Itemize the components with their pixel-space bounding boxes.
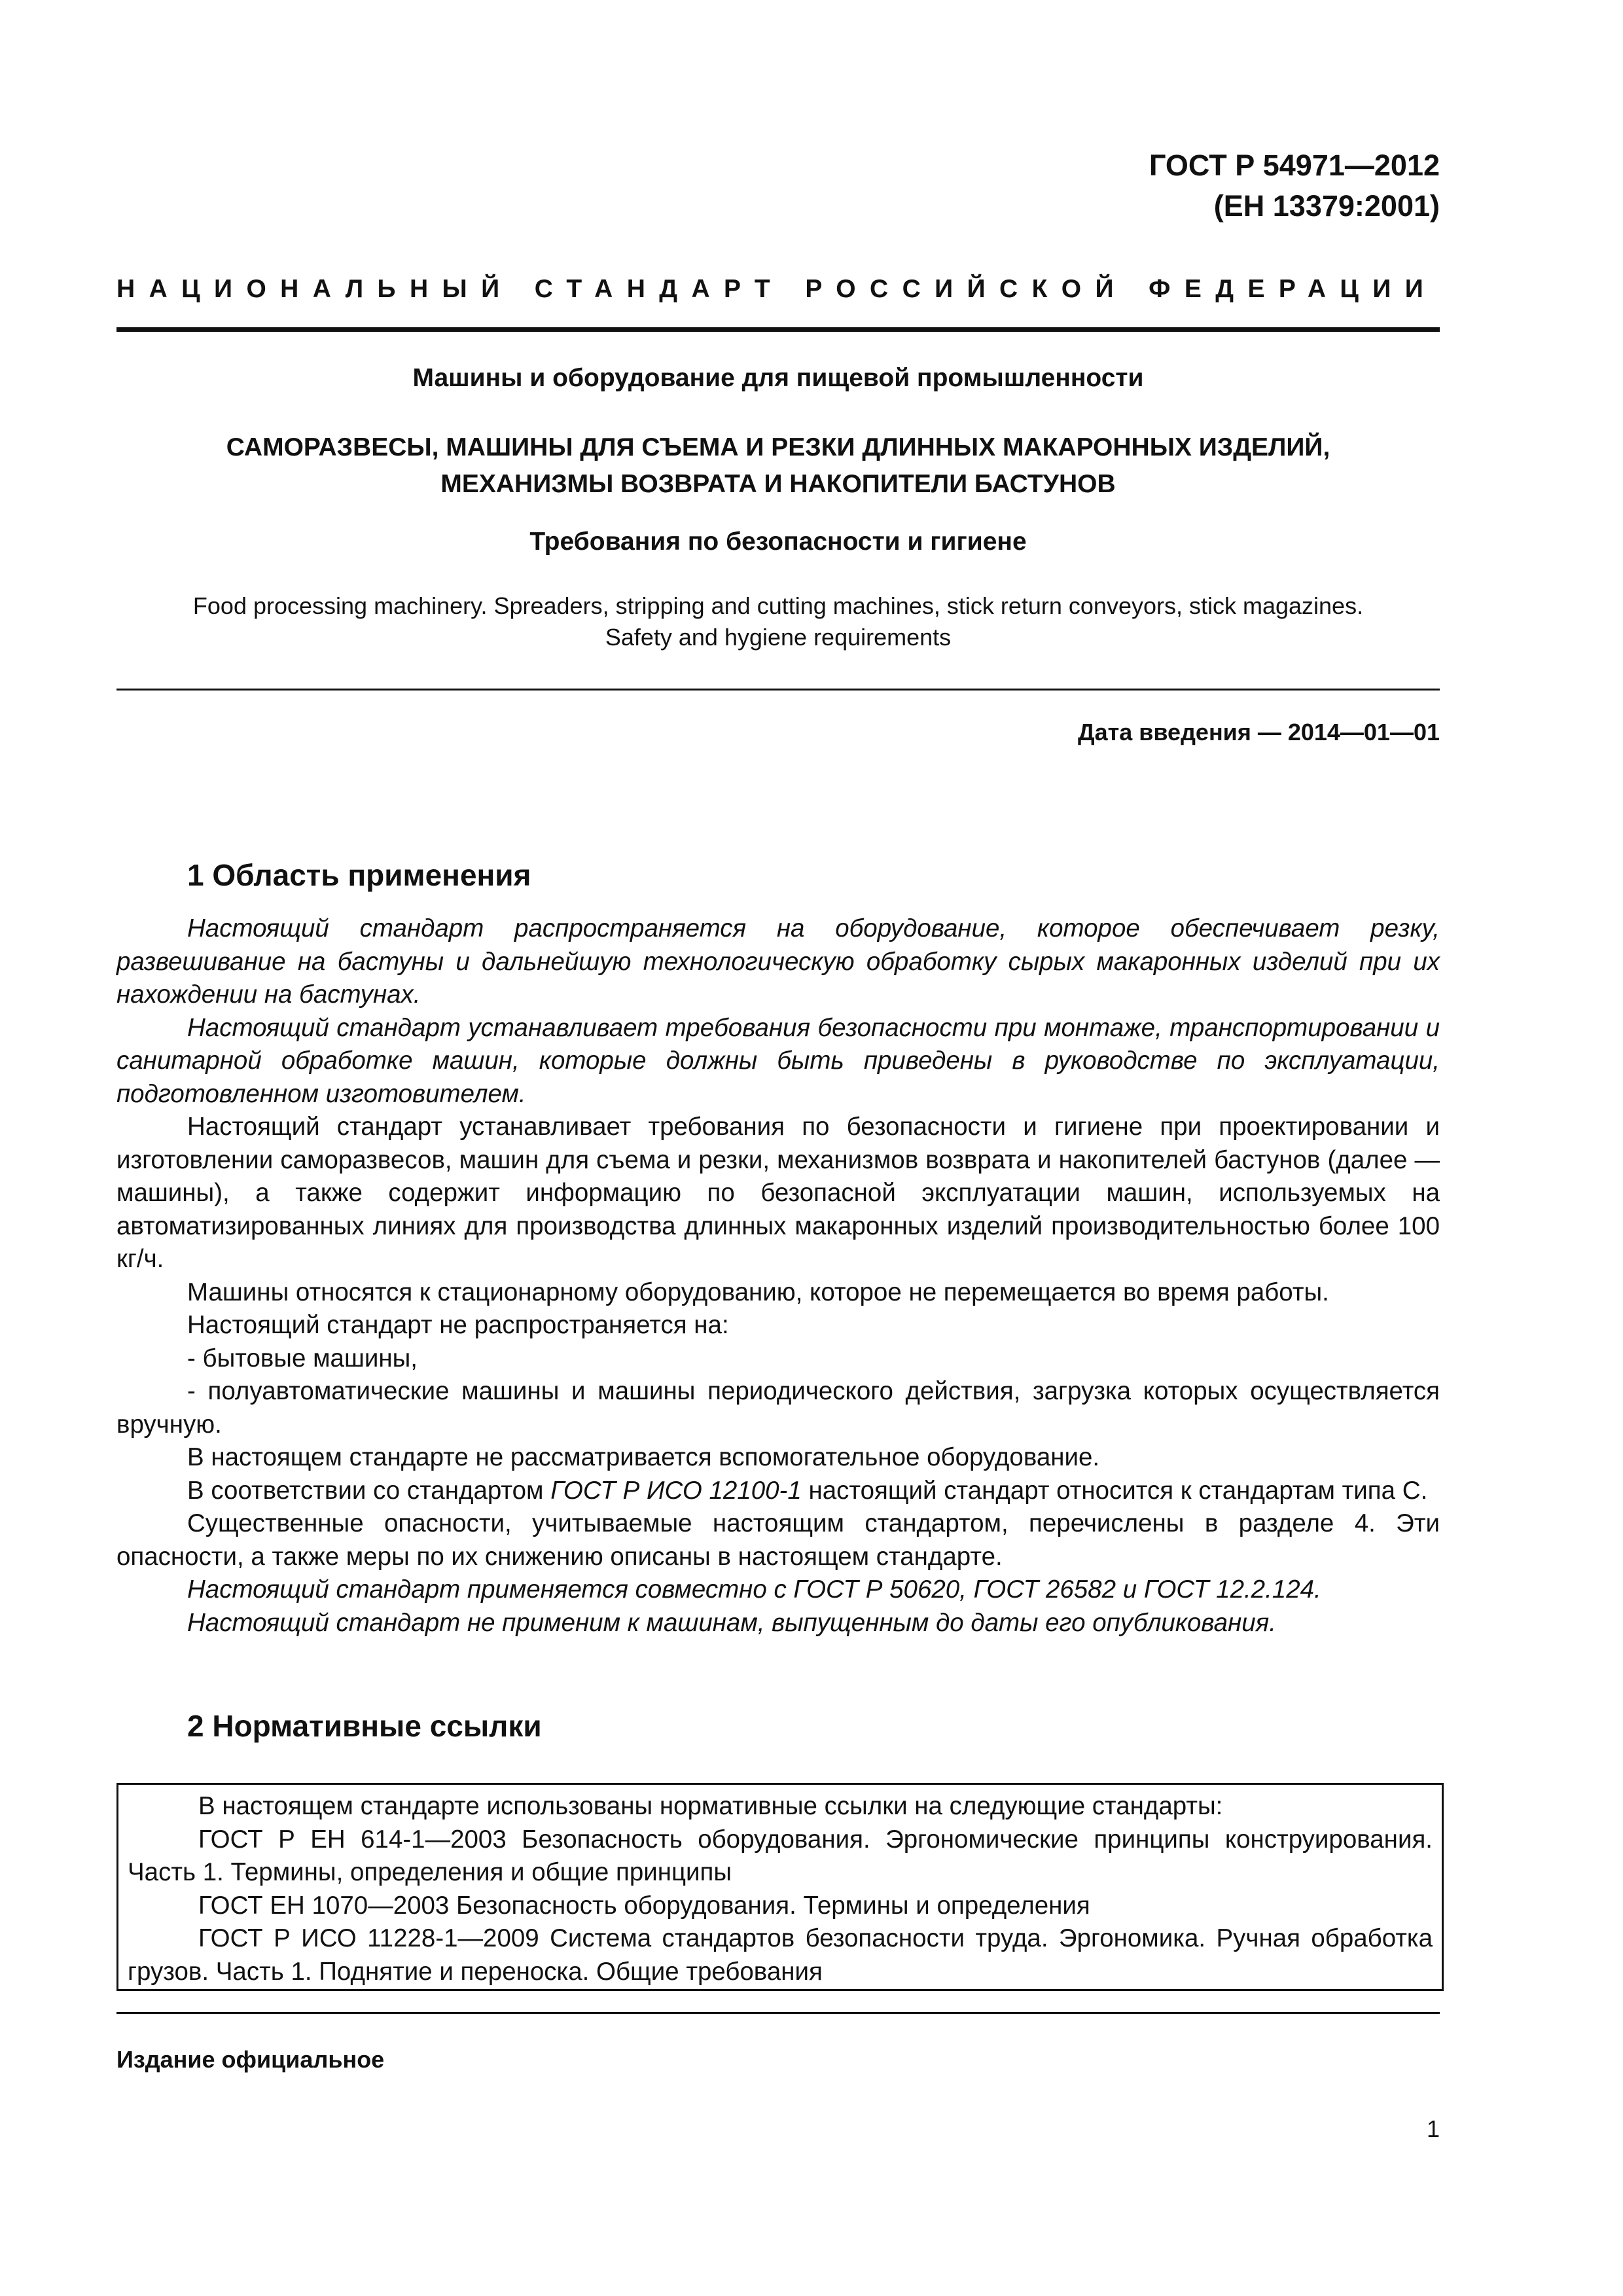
standard-reference: ГОСТ Р ИСО 12100-1 xyxy=(550,1476,802,1505)
text-run: настоящий стандарт относится к стандартам типа С. xyxy=(801,1476,1428,1505)
normative-references-box xyxy=(116,1783,1444,1991)
official-edition-label: Издание официальное xyxy=(116,2046,385,2073)
reference-item: ГОСТ Р ЕН 614-1—2003 Безопасность оборудования. Эргономические принципы конструирования. Часть 1. Термины, определения и общие принципы xyxy=(128,1825,1433,1886)
reference-item: ГОСТ Р ИСО 11228-1—2009 Система стандартов безопасности труда. Эргономика. Ручная обработка грузов. Часть 1. Поднятие и переноска. Общие требования xyxy=(128,1924,1433,1986)
national-standard-banner: НАЦИОНАЛЬНЫЙ СТАНДАРТ РОССИЙСКОЙ ФЕДЕРАЦИИ xyxy=(116,275,1438,303)
standard-equivalent: (ЕН 13379:2001) xyxy=(1213,189,1440,223)
section-2-heading: 2 Нормативные ссылки xyxy=(187,1709,542,1743)
paragraph xyxy=(116,1475,1440,1508)
document-main-title xyxy=(116,429,1440,503)
main-title-line-2: МЕХАНИЗМЫ ВОЗВРАТА И НАКОПИТЕЛИ БАСТУНОВ xyxy=(440,470,1116,498)
references-intro: В настоящем стандарте использованы нормативные ссылки на следующие стандарты: xyxy=(198,1792,1223,1820)
english-title-line-2: Safety and hygiene requirements xyxy=(605,624,952,651)
section-1-heading: 1 Область применения xyxy=(187,858,531,892)
paragraph: Настоящий стандарт не применим к машинам, выпущенным до даты его опубликования. xyxy=(187,1608,1276,1637)
paragraph: Настоящий стандарт не распространяется на: xyxy=(187,1311,729,1339)
paragraph: Настоящий стандарт устанавливает требования по безопасности и гигиене при проектировании и изготовлении саморазвесов, машин для съема и резки, механизмов возврата и накопителей бастунов (далее — машины), а также содержит информацию по безопасной эксплуатации машин, используемых на автоматизированных линиях для производства длинных макаронных изделий производительностью более 100 кг/ч. xyxy=(116,1113,1440,1273)
requirements-title: Требования по безопасности и гигиене xyxy=(529,528,1027,556)
page-number: 1 xyxy=(1426,2115,1440,2142)
english-title xyxy=(116,590,1440,653)
english-title-line-1: Food processing machinery. Spreaders, stripping and cutting machines, stick return conveyors, stick magazines. xyxy=(192,592,1364,619)
paragraph: Существенные опасности, учитываемые настоящим стандартом, перечислены в разделе 4. Эти опасности, а также меры по их снижению описаны в настоящем стандарте. xyxy=(116,1509,1440,1571)
title-rule xyxy=(116,689,1440,691)
list-item: - бытовые машины, xyxy=(187,1344,418,1372)
reference-item: ГОСТ ЕН 1070—2003 Безопасность оборудования. Термины и определения xyxy=(198,1891,1090,1920)
footer-rule xyxy=(116,2012,1440,2014)
document-subject: Машины и оборудование для пищевой промышленности xyxy=(412,364,1144,392)
section-1-body xyxy=(116,912,1440,1640)
date-of-introduction: Дата введения — 2014—01—01 xyxy=(1077,719,1440,745)
header-rule xyxy=(116,327,1440,332)
standard-designation xyxy=(1149,145,1440,226)
paragraph: Настоящий стандарт распространяется на оборудование, которое обеспечивает резку, развешивание на бастуны и дальнейшую технологическую обработку сырых макаронных изделий при их нахождении на бастунах. xyxy=(116,914,1440,1009)
paragraph: Машины относятся к стационарному оборудованию, которое не перемещается во время работы. xyxy=(187,1278,1329,1306)
standard-number: ГОСТ Р 54971—2012 xyxy=(1149,149,1440,182)
main-title-line-1: САМОРАЗВЕСЫ, МАШИНЫ ДЛЯ СЪЕМА И РЕЗКИ ДЛИННЫХ МАКАРОННЫХ ИЗДЕЛИЙ, xyxy=(226,433,1330,461)
paragraph: В настоящем стандарте не рассматривается вспомогательное оборудование. xyxy=(187,1443,1100,1471)
paragraph: Настоящий стандарт устанавливает требования безопасности при монтаже, транспортировании и санитарной обработке машин, которые должны быть приведены в руководстве по эксплуатации, подготовленном изготовителем. xyxy=(116,1013,1440,1108)
list-item: - полуавтоматические машины и машины периодического действия, загрузка которых осуществляется вручную. xyxy=(116,1377,1440,1439)
text-run: В соответствии со стандартом xyxy=(187,1476,551,1505)
paragraph: Настоящий стандарт применяется совместно с ГОСТ Р 50620, ГОСТ 26582 и ГОСТ 12.2.124. xyxy=(187,1575,1321,1604)
